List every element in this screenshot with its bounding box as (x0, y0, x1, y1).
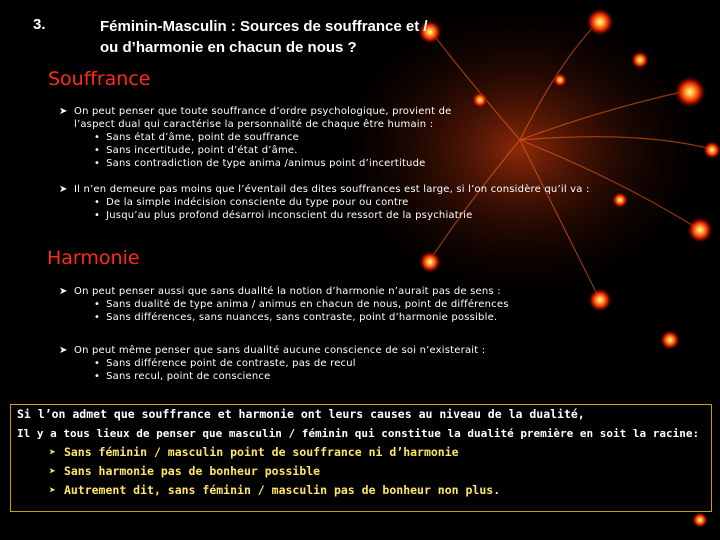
conclusion-point (11, 443, 711, 462)
slide-number: 3. (33, 16, 46, 33)
heading-harmonie: Harmonie (47, 247, 140, 269)
conclusion-point-text: Sans féminin / masculin point de souffrance ni d’harmonie (63, 445, 459, 459)
arrow-right-icon: ➤ (49, 483, 56, 497)
list-item: • Sans différences, sans nuances, sans contraste, point d’harmonie possible. (74, 311, 509, 324)
souffrance-paragraph-2 (59, 183, 590, 222)
conclusion-box (10, 404, 712, 512)
list-item: • Sans état d’âme, point de souffrance (74, 131, 452, 144)
conclusion-point-text: Sans harmonie pas de bonheur possible (63, 464, 321, 478)
conclusion-line-1: Si l’on admet que souffrance et harmonie ont leurs causes au niveau de la dualité, (17, 407, 585, 421)
text-line: Il n’en demeure pas moins que l’éventail des dites souffrances est large, si l’on considère qu’il va : (74, 184, 590, 195)
title-line-2: ou d’harmonie en chacun de nous ? (100, 39, 357, 56)
harmonie-paragraph-1 (59, 285, 509, 324)
list-item: • Jusqu’au plus profond désarroi inconscient du ressort de la psychiatrie (74, 209, 590, 222)
conclusion-point-text: Autrement dit, sans féminin / masculin pas de bonheur non plus. (63, 483, 501, 497)
list-item: • Sans différence point de contraste, pas de recul (74, 357, 485, 370)
harmonie-paragraph-2 (59, 344, 486, 383)
souffrance-paragraph-1 (59, 105, 452, 170)
text-line: l’aspect dual qui caractérise la personnalité de chaque être humain : (74, 119, 434, 130)
arrow-right-icon: ➤ (59, 345, 68, 356)
conclusion-point (11, 481, 711, 500)
heading-souffrance: Souffrance (48, 68, 151, 90)
arrow-right-icon: ➤ (59, 286, 68, 297)
conclusion-line-2: Il y a tous lieux de penser que masculin / féminin qui constitue la dualité première en soit la racine: (17, 427, 700, 440)
arrow-right-icon: ➤ (59, 184, 68, 195)
text-line: On peut penser que toute souffrance d’ordre psychologique, provient de (74, 106, 452, 117)
list-item: • Sans dualité de type anima / animus en chacun de nous, point de différences (74, 298, 509, 311)
list-item: • Sans contradiction de type anima /animus point d’incertitude (74, 157, 452, 170)
arrow-right-icon: ➤ (49, 445, 56, 459)
text-line: On peut même penser que sans dualité aucune conscience de soi n’existerait : (74, 345, 486, 356)
list-item: • Sans incertitude, point d’état d’âme. (74, 144, 452, 157)
conclusion-point (11, 462, 711, 481)
text-line: On peut penser aussi que sans dualité la notion d’harmonie n’aurait pas de sens : (74, 286, 501, 297)
arrow-right-icon: ➤ (49, 464, 56, 478)
slide-title (100, 16, 520, 58)
title-line-1: Féminin-Masculin : Sources de souffrance et / (100, 18, 428, 35)
list-item: • De la simple indécision consciente du type pour ou contre (74, 196, 590, 209)
list-item: • Sans recul, point de conscience (74, 370, 485, 383)
arrow-right-icon: ➤ (59, 106, 68, 117)
